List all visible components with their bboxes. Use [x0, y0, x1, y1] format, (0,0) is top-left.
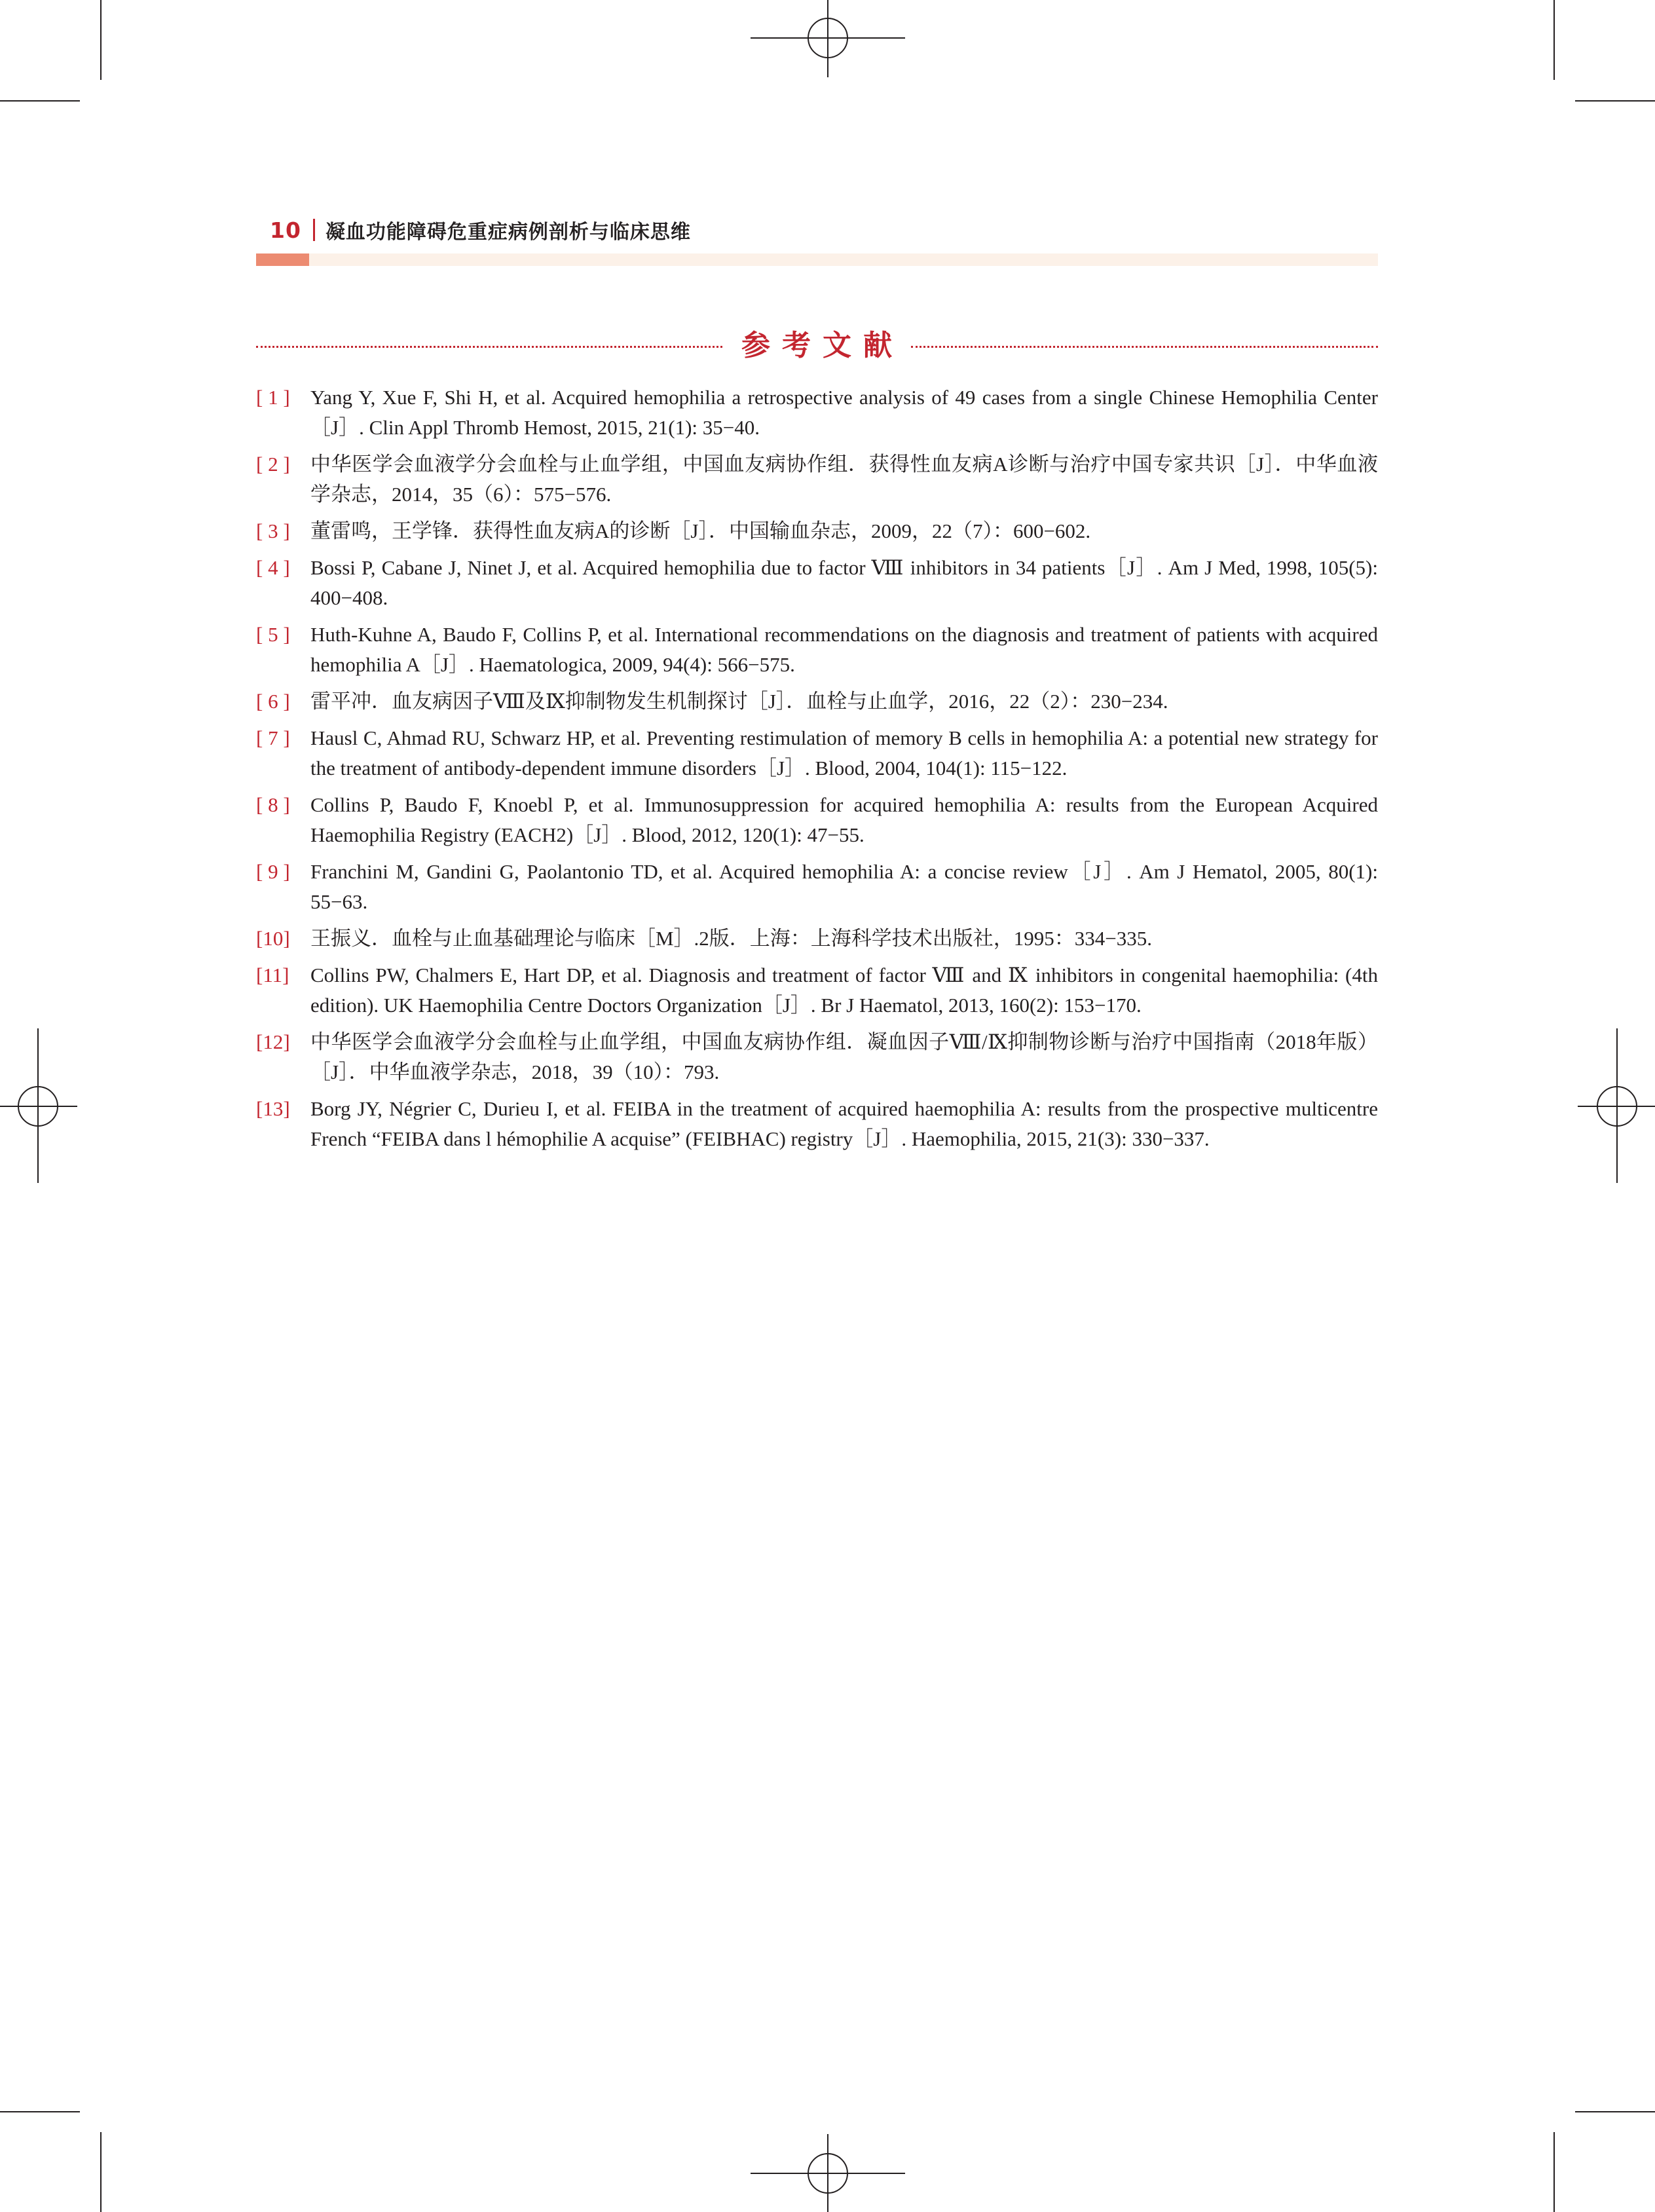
- reference-text: 雷平冲．血友病因子Ⅷ及Ⅸ抑制物发生机制探讨［J］．血栓与止血学，2016，22（2）：230−234.: [310, 690, 1168, 713]
- reference-text: Hausl C, Ahmad RU, Schwarz HP, et al. Preventing restimulation of memory B cells in hemophilia A: a potential new strategy for the treatment of antibody-dependent immune disorders［J］. Blood, 2004, 104(1): 115−122.: [310, 726, 1378, 779]
- reference-text: 董雷鸣，王学锋．获得性血友病A的诊断［J］．中国输血杂志，2009，22（7）：600−602.: [310, 519, 1091, 542]
- reference-number: [ 3 ]: [256, 519, 290, 542]
- reference-item: [256, 516, 1378, 546]
- header-separator: [313, 219, 315, 241]
- reference-number: [11]: [256, 964, 289, 986]
- reference-text: Yang Y, Xue F, Shi H, et al. Acquired hemophilia a retrospective analysis of 49 cases from a single Chinese Hemophilia Center［J］. Clin Appl Thromb Hemost, 2015, 21(1): 35−40.: [310, 386, 1378, 439]
- reference-text: Collins PW, Chalmers E, Hart DP, et al. Diagnosis and treatment of factor Ⅷ and Ⅸ inhibitors in congenital haemophilia: (4th edition). UK Haemophilia Centre Doctors Organization［J］. Br J Haematol, 2013, 160(2): 153−170.: [310, 964, 1378, 1017]
- section-title: 参考文献: [741, 329, 904, 362]
- registration-circle: [808, 2153, 848, 2194]
- running-header: [270, 214, 691, 246]
- reference-number: [ 4 ]: [256, 556, 290, 579]
- section-heading: [256, 324, 1378, 367]
- header-band: [256, 253, 1378, 266]
- dotted-rule-right: [911, 346, 1378, 348]
- reference-text: Huth-Kuhne A, Baudo F, Collins P, et al. International recommendations on the diagnosis and treatment of patients with acquired hemophilia A［J］. Haematologica, 2009, 94(4): 566−575.: [310, 623, 1378, 676]
- reference-item: [256, 924, 1378, 954]
- reference-text: 中华医学会血液学分会血栓与止血学组，中国血友病协作组．获得性血友病A诊断与治疗中国专家共识［J］．中华血液学杂志，2014，35（6）：575−576.: [310, 453, 1378, 506]
- crop-mark: [1553, 0, 1555, 80]
- reference-number: [13]: [256, 1097, 290, 1120]
- reference-list: [256, 383, 1378, 1161]
- reference-item: [256, 960, 1378, 1021]
- reference-item: [256, 620, 1378, 680]
- reference-item: [256, 553, 1378, 613]
- reference-item: [256, 686, 1378, 717]
- header-band-accent: [256, 253, 309, 266]
- reference-item: [256, 723, 1378, 783]
- reference-item: [256, 449, 1378, 510]
- crop-mark: [0, 100, 80, 102]
- reference-number: [12]: [256, 1030, 290, 1053]
- reference-text: Collins P, Baudo F, Knoebl P, et al. Immunosuppression for acquired hemophilia A: results from the European Acquired Haemophilia Registry (EACH2)［J］. Blood, 2012, 120(1): 47−55.: [310, 793, 1378, 846]
- reference-number: [ 2 ]: [256, 453, 290, 476]
- crop-mark: [1575, 2111, 1655, 2112]
- reference-item: [256, 857, 1378, 917]
- reference-item: [256, 790, 1378, 850]
- reference-text: Borg JY, Négrier C, Durieu I, et al. FEIBA in the treatment of acquired haemophilia A: results from the prospective multicentre French “FEIBA dans l hémophilie A acquise” (FEIBHAC) registry［J］. Haemophilia, 2015, 21(3): 330−337.: [310, 1097, 1378, 1150]
- registration-circle: [18, 1086, 58, 1127]
- crop-mark: [100, 0, 102, 80]
- registration-circle: [808, 18, 848, 58]
- dotted-rule-left: [256, 346, 722, 348]
- crop-mark: [100, 2132, 102, 2212]
- reference-number: [ 5 ]: [256, 623, 290, 646]
- reference-text: Franchini M, Gandini G, Paolantonio TD, et al. Acquired hemophilia A: a concise review［J］. Am J Hematol, 2005, 80(1): 55−63.: [310, 860, 1378, 913]
- reference-text: 中华医学会血液学分会血栓与止血学组，中国血友病协作组．凝血因子Ⅷ/Ⅸ抑制物诊断与治疗中国指南（2018年版）［J］．中华血液学杂志，2018，39（10）：793.: [310, 1030, 1378, 1083]
- crop-mark: [1575, 100, 1655, 102]
- book-title: 凝血功能障碍危重症病例剖析与临床思维: [325, 221, 691, 244]
- reference-number: [ 6 ]: [256, 690, 290, 713]
- reference-text: 王振义．血栓与止血基础理论与临床［M］.2版．上海：上海科学技术出版社，1995：334−335.: [310, 927, 1153, 950]
- reference-item: [256, 383, 1378, 443]
- reference-item: [256, 1094, 1378, 1154]
- reference-number: [ 9 ]: [256, 860, 290, 883]
- reference-number: [10]: [256, 927, 290, 950]
- reference-item: [256, 1027, 1378, 1087]
- page-number: 10: [270, 217, 301, 243]
- crop-mark: [0, 2111, 80, 2112]
- reference-number: [ 7 ]: [256, 726, 290, 749]
- reference-text: Bossi P, Cabane J, Ninet J, et al. Acquired hemophilia due to factor Ⅷ inhibitors in 34 patients［J］. Am J Med, 1998, 105(5): 400−408.: [310, 556, 1378, 609]
- registration-circle: [1597, 1086, 1637, 1127]
- crop-mark: [1553, 2132, 1555, 2212]
- reference-number: [ 1 ]: [256, 386, 290, 409]
- reference-number: [ 8 ]: [256, 793, 290, 816]
